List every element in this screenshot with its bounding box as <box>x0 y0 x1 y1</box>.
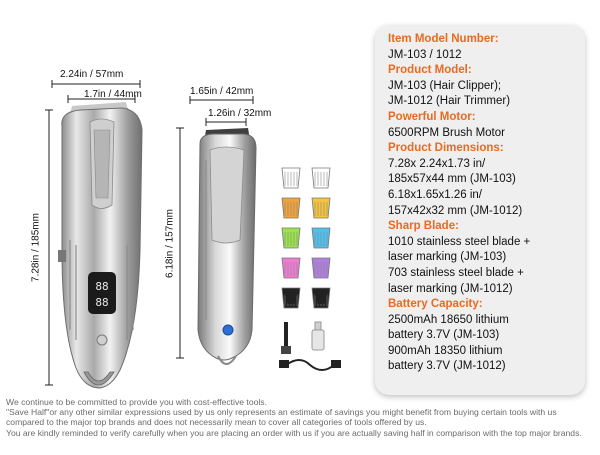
comb-guide-icon <box>312 258 330 278</box>
hair-trimmer <box>198 128 256 364</box>
spec-value: JM-1012 (Hair Trimmer) <box>388 95 511 108</box>
guide-combs <box>282 168 330 308</box>
spec-value: 2500mAh 18650 lithium <box>388 313 509 326</box>
spec-value: battery 3.7V (JM-1012) <box>388 360 506 373</box>
clipper-width-dimension <box>52 80 140 88</box>
disclaimer-line: "Save Half"or any other similar expressions used by us only represents an estimate of savings you might benefit from buying certain tools with us <box>6 407 557 418</box>
clipper-height-dimension <box>45 110 53 385</box>
trimmer-width-label: 1.65in / 42mm <box>190 86 254 97</box>
disclaimer-line: You are kindly reminded to verify carefully when you are placing an order with us if you are actually saving half in comparison with the top major brands. <box>6 427 582 438</box>
spec-value: laser marking (JM-103) <box>388 251 507 264</box>
spec-value: 157x42x32 mm (JM-1012) <box>388 204 523 217</box>
comb-guide-icon <box>312 228 330 248</box>
spec-value: 900mAh 18350 lithium <box>388 344 503 357</box>
comb-guide-icon <box>312 168 330 188</box>
trimmer-width-dimension <box>190 96 253 104</box>
comb-guide-icon <box>282 198 300 218</box>
clipper-width-label: 2.24in / 57mm <box>60 69 124 80</box>
lcd-top-digits: 88 <box>95 280 109 293</box>
spec-heading: Sharp Blade: <box>388 220 459 233</box>
trimmer-height-label: 6.18in / 157mm <box>164 209 176 278</box>
spec-value: 6.18x1.65x1.26 in/ <box>388 188 482 201</box>
spec-value: 1010 stainless steel blade + <box>388 235 531 248</box>
spec-heading: Battery Capacity: <box>388 298 483 311</box>
clipper-height-label: 7.28in / 185mm <box>30 213 42 282</box>
spec-value: laser marking (JM-1012) <box>388 282 513 295</box>
comb-guide-icon <box>282 258 300 278</box>
disclaimer-line: compared to the major top brands and does not necessarily mean to cover all categories of tools offered by us. <box>6 417 427 428</box>
disclaimer-line: We continue to be committed to provide you with cost-effective tools. <box>6 397 267 407</box>
spec-heading: Item Model Number: <box>388 33 499 45</box>
usb-cable-icon <box>280 360 340 370</box>
trimmer-blade-width-label: 1.26in / 32mm <box>208 108 272 119</box>
trimmer-blade-width-dimension <box>206 118 246 126</box>
spec-value: battery 3.7V (JM-103) <box>388 329 500 342</box>
spec-value: JM-103 (Hair Clipper); <box>388 79 502 92</box>
spec-value: JM-103 / 1012 <box>388 48 462 61</box>
comb-guide-icon <box>282 228 300 248</box>
power-button-icon <box>97 335 107 345</box>
comb-guide-icon <box>282 168 300 188</box>
spec-value: 703 stainless steel blade + <box>388 266 524 279</box>
hair-clipper <box>58 102 142 388</box>
clipper-blade-width-label: 1.7in / 44mm <box>84 89 142 100</box>
disclaimer <box>6 397 600 438</box>
trimmer-height-dimension <box>176 128 184 358</box>
power-indicator-icon <box>223 325 233 335</box>
spec-value: 6500RPM Brush Motor <box>388 126 505 139</box>
spec-heading: Product Dimensions: <box>388 142 504 155</box>
lcd-bottom-digits: 88 <box>95 296 109 309</box>
comb-guide-icon <box>312 198 330 218</box>
spec-value: 185x57x44 mm (JM-103) <box>388 173 516 186</box>
brush-icon <box>281 322 291 354</box>
specification-list <box>388 32 588 375</box>
spec-heading: Product Model: <box>388 64 472 77</box>
spec-value: 7.28x 2.24x1.73 in/ <box>388 157 486 170</box>
spec-heading: Powerful Motor: <box>388 110 476 123</box>
oil-bottle-icon <box>312 322 324 350</box>
